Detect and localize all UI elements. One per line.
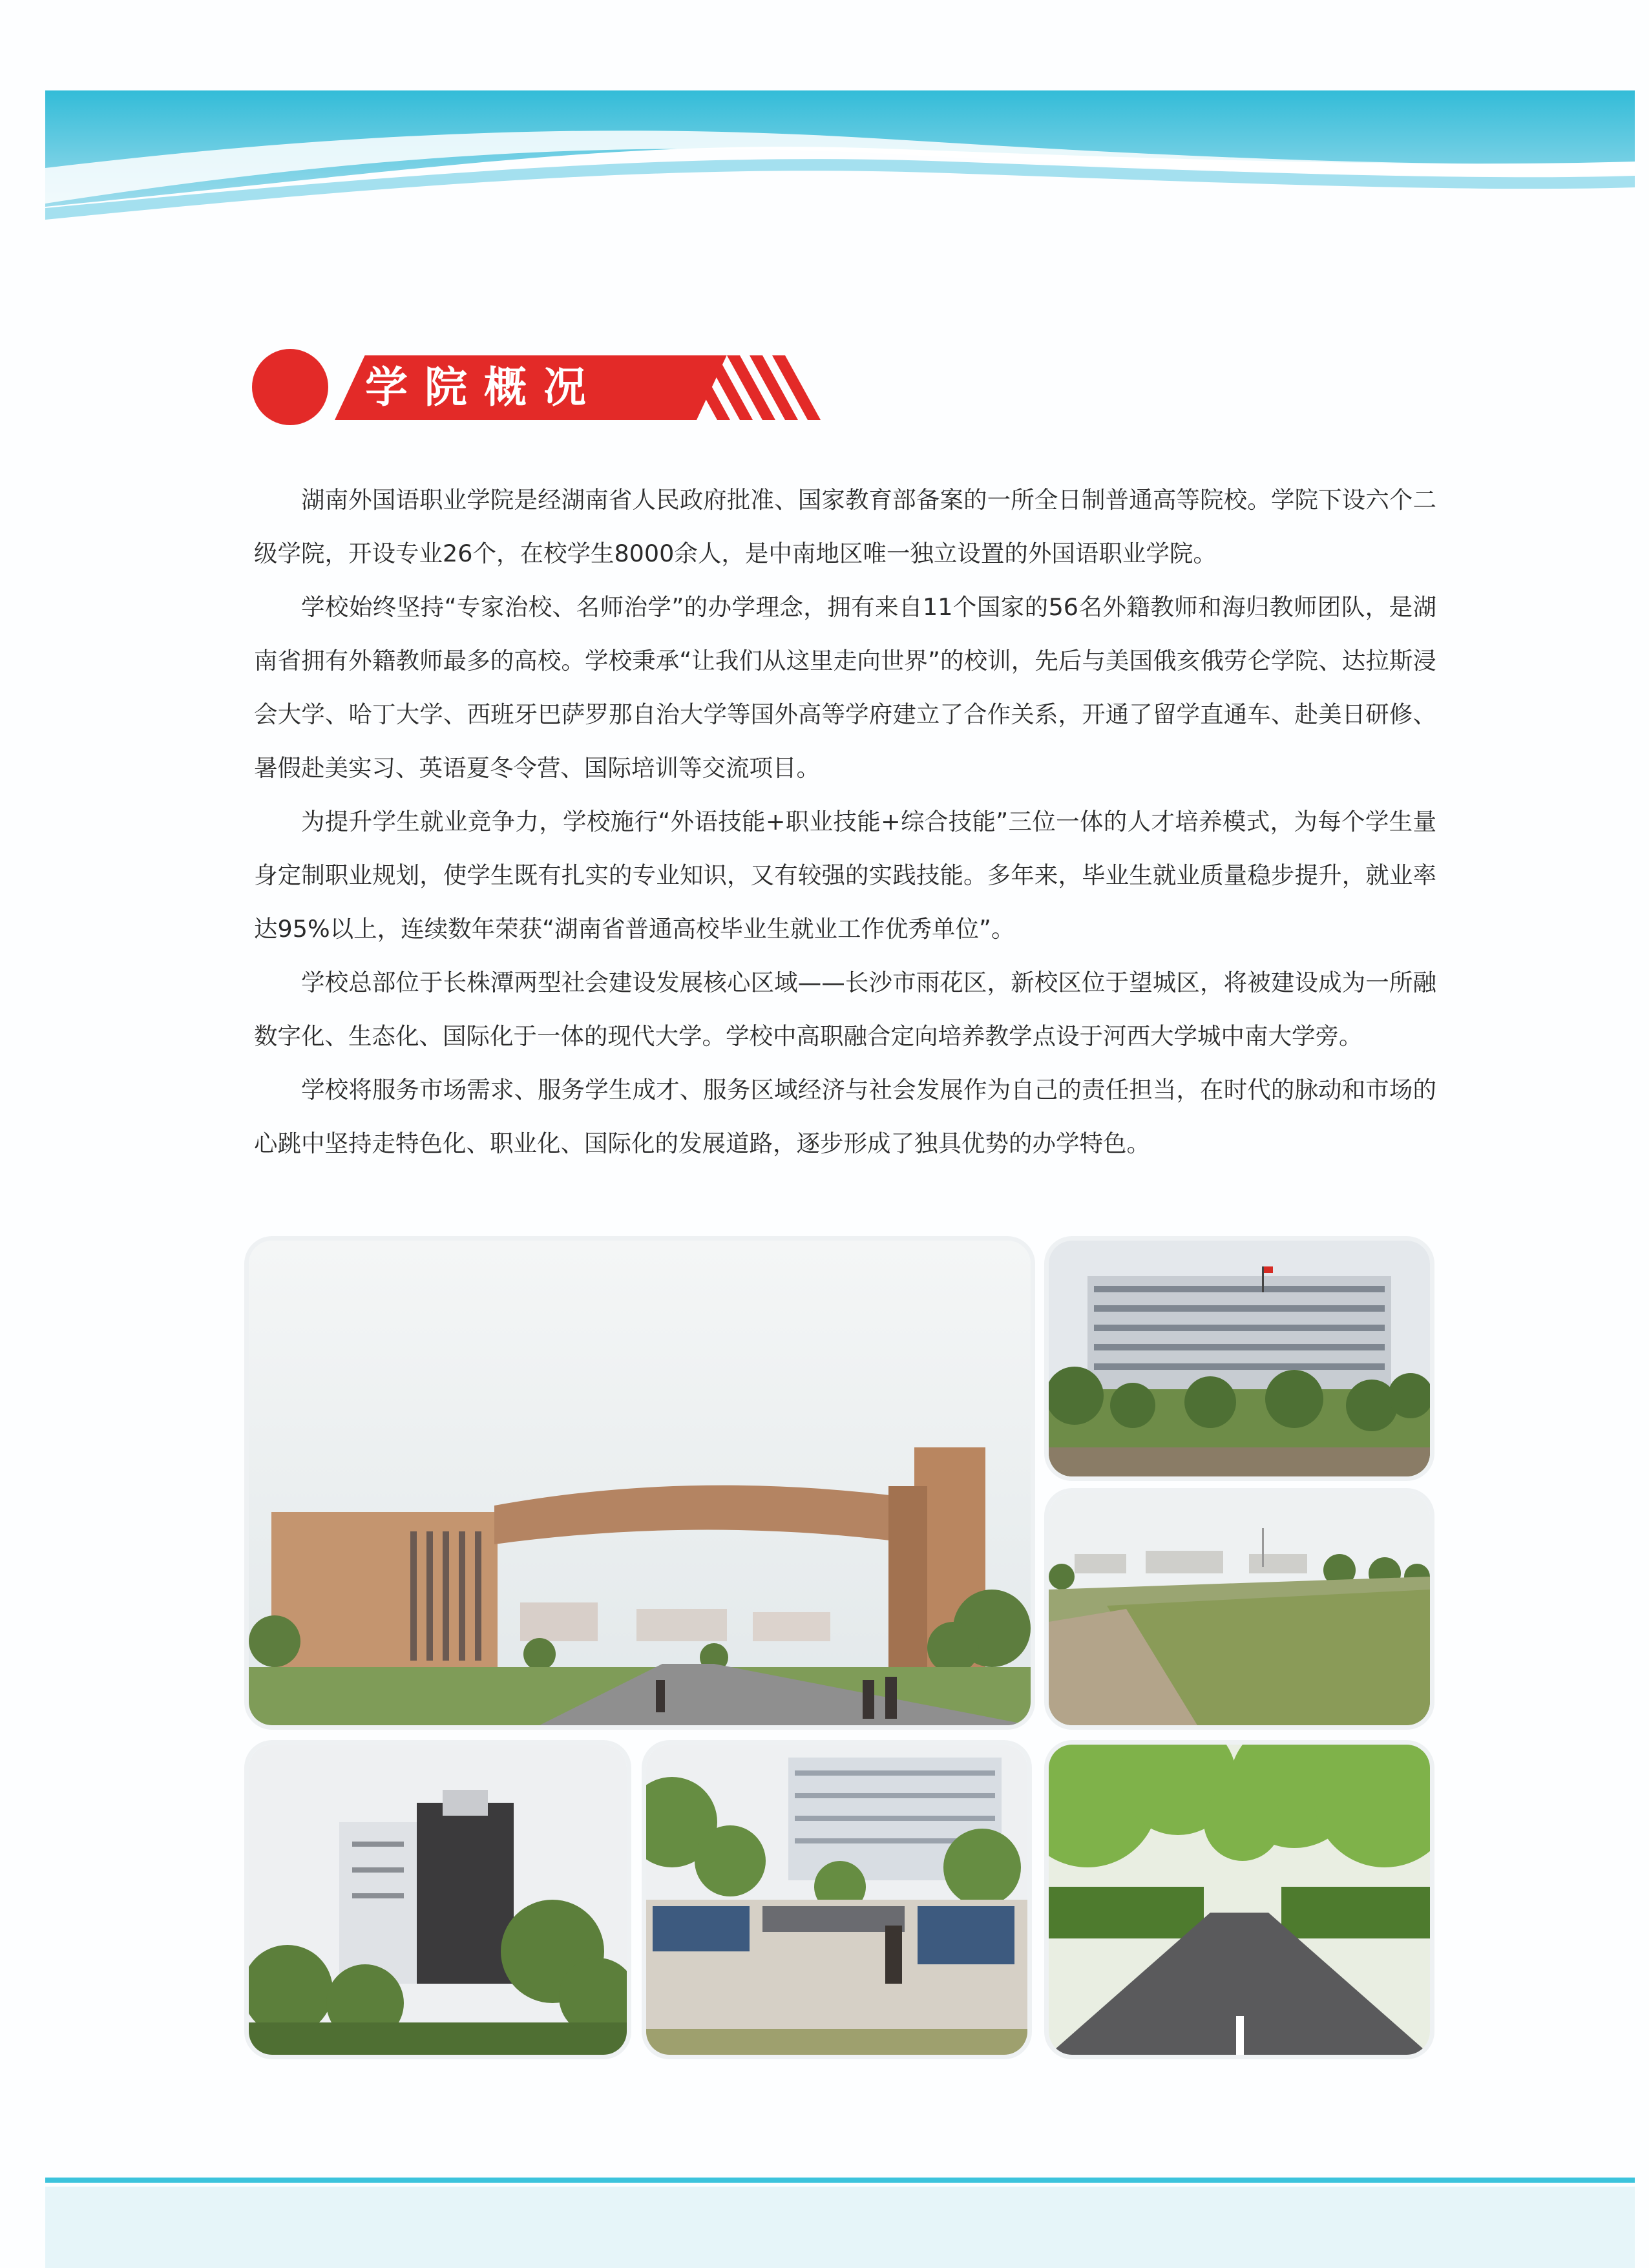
intro-text [254,473,1436,1170]
section-heading [252,349,821,426]
paragraph: 学校将服务市场需求、服务学生成才、服务区域经济与社会发展作为自己的责任担当，在时代的脉动和市场的心跳中坚持走特色化、职业化、国际化的发展道路，逐步形成了独具优势的办学特色。 [254,1076,1436,1157]
paragraph: 学校始终坚持“专家治校、名师治学”的办学理念，拥有来自11个国家的56名外籍教师和海归教师团队，是湖南省拥有外籍教师最多的高校。学校秉承“让我们从这里走向世界”的校训，先后与美国俄亥俄劳仑学院、达拉斯浸会大学、哈丁大学、西班牙巴萨罗那自治大学等国外高等学府建立了合作关系，开通了留学直通车、赴美日研修、暑假赴美实习、英语夏冬令营、国际培训等交流项目。 [254,593,1436,782]
tree-lined-road-photo [1049,1745,1430,2055]
outdoor-class-photo [646,1745,1027,2055]
paragraph: 湖南外国语职业学院是经湖南省人民政府批准、国家教育部备案的一所全日制普通高等院校。学院下设六个二级学院，开设专业26个，在校学生8000余人，是中南地区唯一独立设置的外国语职业学院。 [254,486,1436,567]
page-title: 学院概况 [365,362,603,412]
main-building-photo [1049,1241,1430,1476]
heading-circle-icon [252,349,328,425]
bottom-band [45,2178,1635,2268]
heading-stripes-icon [669,349,824,426]
paragraph: 学校总部位于长株潭两型社会建设发展核心区域——长沙市雨花区，新校区位于望城区，将被建设成为一所融数字化、生态化、国际化于一体的现代大学。学校中高职融合定向培养教学点设于河西大学城中南大学旁。 [254,969,1436,1050]
paragraph: 为提升学生就业竞争力，学校施行“外语技能+职业技能+综合技能”三位一体的人才培养模式，为每个学生量身定制职业规划，使学生既有扎实的专业知识，又有较强的实践技能。多年来，毕业生就业质量稳步提升，就业率达95%以上，连续数年荣获“湖南省普通高校毕业生就业工作优秀单位”。 [254,808,1436,943]
building-trees-photo [249,1745,627,2055]
top-wave-band [45,90,1635,220]
sports-field-photo [1049,1493,1430,1725]
campus-gate-photo [249,1241,1031,1725]
